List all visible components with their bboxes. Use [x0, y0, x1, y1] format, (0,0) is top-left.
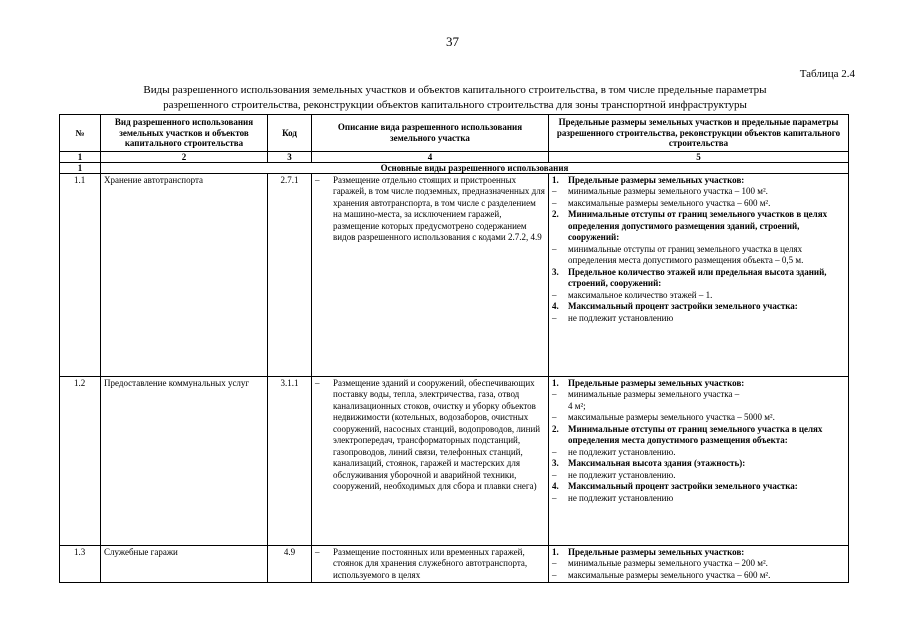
item-number: 2. — [552, 209, 559, 219]
dash: – — [552, 412, 557, 422]
table-caption — [60, 83, 850, 113]
dash: – — [552, 569, 557, 580]
dash: – — [552, 558, 557, 568]
dash: – — [552, 186, 557, 196]
dash: – — [315, 546, 320, 557]
table-row — [60, 173, 849, 376]
caption-line-1: Виды разрешенного использования земельных участков и объектов капитального строительства, в том числе предельные параметры — [143, 84, 767, 96]
col-num: 4 — [312, 151, 549, 162]
row-kind: Хранение автотранспорта — [101, 173, 268, 376]
item-number: 3. — [552, 266, 559, 277]
row-params — [549, 545, 849, 583]
header-desc: Описание вида разрешенного использования земельного участка — [312, 115, 549, 152]
param-item: максимальные размеры земельного участка – 5000 м². — [568, 412, 775, 422]
page-number: 37 — [446, 34, 459, 49]
item-number: 1. — [552, 377, 559, 388]
item-number: 3. — [552, 458, 559, 468]
table-row — [60, 376, 849, 545]
param-item: не подлежит установлению. — [568, 469, 676, 480]
param-item: не подлежит установлению — [568, 312, 674, 323]
param-heading: Минимальные отступы от границ земельного участка в целях определения места допустимого размещения объекта: — [568, 423, 823, 445]
col-num: 1 — [60, 151, 101, 162]
param-heading: Предельные размеры земельных участков: — [568, 377, 745, 388]
item-number: 1. — [552, 546, 559, 557]
dash: – — [315, 377, 320, 388]
row-code: 2.7.1 — [268, 173, 312, 376]
dash: – — [315, 174, 320, 185]
dash: – — [552, 312, 557, 323]
desc-text: Размещение отдельно стоящих и пристроенных гаражей, в том числе подземных, предназначенных для хранения автотранспорта, в том числе с разделением на машино-места, за исключением гаражей, размещение которых предусмотрено содержанием видов разрешенного использования с кодами 2.7.2, 4.9 — [333, 174, 545, 242]
section-title: Основные виды разрешенного использования — [101, 162, 849, 173]
zoning-table — [59, 114, 849, 583]
param-item: максимальное количество этажей – 1. — [568, 289, 713, 300]
param-item: минимальные размеры земельного участка – 200 м². — [568, 558, 768, 568]
row-number: 1.3 — [60, 545, 101, 583]
header-params: Предельные размеры земельных участков и предельные параметры разрешенного строительства, реконструкции объектов капитального строительства — [549, 115, 849, 152]
col-num: 2 — [101, 151, 268, 162]
col-num: 5 — [549, 151, 849, 162]
param-item-cont: 4 м²; — [568, 400, 586, 411]
caption-line-2: разрешенного строительства, реконструкции объектов капитального строительства для зоны транспортной инфраструктуры — [163, 99, 747, 111]
item-number: 4. — [552, 301, 559, 311]
param-item: максимальные размеры земельного участка – 600 м². — [568, 569, 771, 580]
header-kind: Вид разрешенного использования земельных участков и объектов капитального строительства — [101, 115, 268, 152]
table-label: Таблица 2.4 — [799, 68, 855, 80]
section-number: 1 — [60, 162, 101, 173]
header-row — [60, 115, 849, 152]
dash: – — [552, 492, 557, 503]
row-kind: Предоставление коммунальных услуг — [101, 376, 268, 545]
dash: – — [552, 289, 557, 300]
row-params — [549, 173, 849, 376]
param-heading: Предельное количество этажей или предельная высота зданий, строений, сооружений: — [568, 266, 827, 288]
column-number-row — [60, 151, 849, 162]
param-item: не подлежит установлению — [568, 492, 674, 503]
dash: – — [552, 197, 557, 208]
item-number: 1. — [552, 174, 559, 185]
dash: – — [552, 389, 557, 399]
item-number: 4. — [552, 481, 559, 491]
col-num: 3 — [268, 151, 312, 162]
desc-text: Размещение постоянных или временных гаражей, стоянок для хранения служебного автотранспорта, используемого в целях — [333, 546, 528, 580]
param-heading: Максимальная высота здания (этажность): — [568, 458, 746, 468]
param-item: минимальные размеры земельного участка – 100 м². — [568, 186, 768, 196]
dash: – — [552, 243, 557, 254]
param-item: максимальные размеры земельного участка – 600 м². — [568, 197, 771, 208]
desc-text: Размещение зданий и сооружений, обеспечивающих поставку воды, тепла, электричества, газа, отвод канализационных стоков, очистку и уборку объектов недвижимости (котельных, водозаборов, очистных сооружений, насосных станций, водопроводов, линий электропередач, трансформаторных подстанций, газопроводов, линий связи, телефонных станций, канализаций, стоянок, гаражей и мастерских для обслуживания уборочной и аварийной техники, сооружений, необходимых для сбора и плавки снега) — [333, 377, 541, 491]
row-desc — [312, 376, 549, 545]
param-item: минимальные размеры земельного участка – — [568, 389, 740, 399]
table-row — [60, 545, 849, 583]
row-code: 3.1.1 — [268, 376, 312, 545]
header-no: № — [60, 115, 101, 152]
param-heading: Максимальный процент застройки земельного участка: — [568, 481, 798, 491]
dash: – — [552, 446, 557, 457]
row-number: 1.1 — [60, 173, 101, 376]
param-heading: Предельные размеры земельных участков: — [568, 174, 745, 185]
item-number: 2. — [552, 423, 559, 434]
section-row — [60, 162, 849, 173]
row-number: 1.2 — [60, 376, 101, 545]
row-desc — [312, 173, 549, 376]
param-item: минимальные отступы от границ земельного участка в целях определения места допустимого размещения объекта – 0,5 м. — [568, 243, 804, 265]
row-desc — [312, 545, 549, 583]
param-heading: Предельные размеры земельных участков: — [568, 546, 745, 557]
param-heading: Минимальные отступы от границ земельного участков в целях определения допустимого размещения зданий, строений, сооружений: — [568, 209, 828, 242]
row-kind: Служебные гаражи — [101, 545, 268, 583]
dash: – — [552, 469, 557, 480]
row-code: 4.9 — [268, 545, 312, 583]
param-heading: Максимальный процент застройки земельного участка: — [568, 301, 798, 311]
header-code: Код — [268, 115, 312, 152]
param-item: не подлежит установлению. — [568, 446, 676, 457]
row-params — [549, 376, 849, 545]
